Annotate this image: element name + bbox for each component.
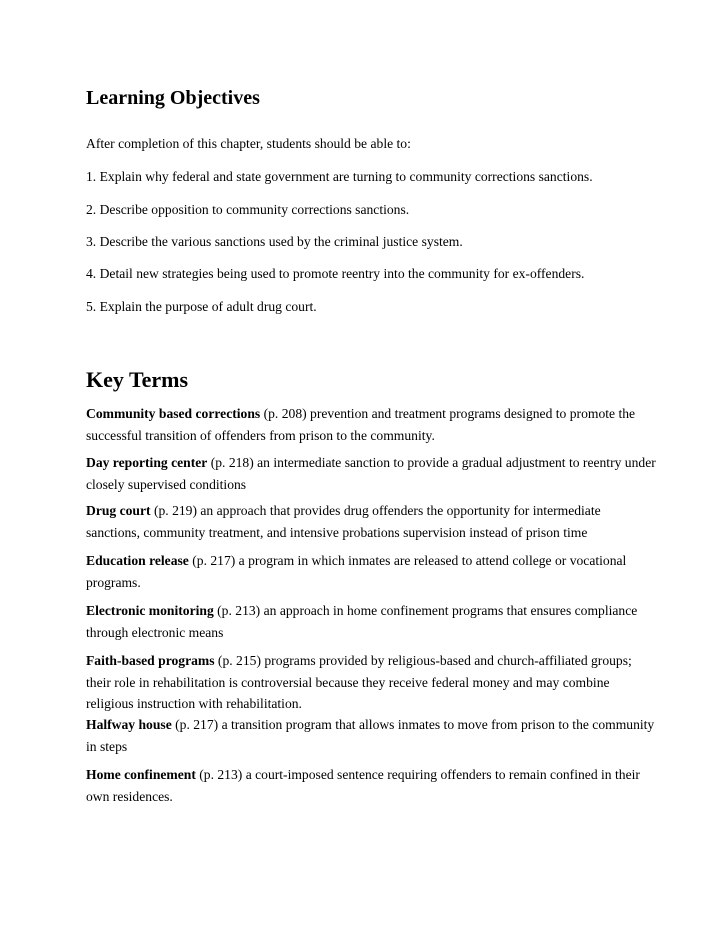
key-term-name: Home confinement [86,767,196,782]
objective-item-4: 4. Detail new strategies being used to promote reentry into the community for ex-offenders. [86,266,585,281]
learning-objectives-heading: Learning Objectives [86,87,260,109]
key-term-entry [86,714,656,757]
key-term-name: Electronic monitoring [86,603,214,618]
key-term-definition: (p. 217) a program in which inmates are released to attend college or vocational programs. [86,553,627,590]
key-term-name: Education release [86,553,189,568]
key-term-name: Faith-based programs [86,653,215,668]
key-term-entry [86,550,656,593]
key-term-definition: (p. 208) prevention and treatment programs designed to promote the successful transition of offenders from prison to the community. [86,406,636,443]
key-terms-heading: Key Terms [86,367,189,392]
key-term-definition: (p. 213) a court-imposed sentence requiring offenders to remain confined in their own residences. [86,767,640,804]
objective-item-5: 5. Explain the purpose of adult drug court. [86,299,317,314]
key-term-entry [86,764,656,807]
key-term-name: Day reporting center [86,455,208,470]
objective-item-3: 3. Describe the various sanctions used by the criminal justice system. [86,234,463,249]
objective-item-2: 2. Describe opposition to community corrections sanctions. [86,202,410,217]
key-term-name: Halfway house [86,717,172,732]
key-term-definition: (p. 219) an approach that provides drug offenders the opportunity for intermediate sanctions, community treatment, and intensive probations supervision instead of prison time [86,503,601,540]
key-term-name: Drug court [86,503,151,518]
key-term-entry [86,650,656,715]
key-term-definition: (p. 218) an intermediate sanction to provide a gradual adjustment to reentry under closely supervised conditions [86,455,656,492]
key-term-entry [86,600,656,643]
objectives-intro: After completion of this chapter, students should be able to: [86,136,411,151]
key-term-entry [86,452,656,495]
key-term-entry [86,403,656,446]
key-term-name: Community based corrections [86,406,261,421]
key-term-definition: (p. 217) a transition program that allows inmates to move from prison to the community in steps [86,717,655,754]
key-term-entry [86,500,656,543]
key-term-definition: (p. 215) programs provided by religious-based and church-affiliated groups; their role in rehabilitation is controversial because they receive federal money and may combine religious instruction with rehabilitation. [86,653,632,711]
objective-item-1: 1. Explain why federal and state government are turning to community corrections sanctions. [86,169,593,184]
key-term-definition: (p. 213) an approach in home confinement programs that ensures compliance through electronic means [86,603,638,640]
